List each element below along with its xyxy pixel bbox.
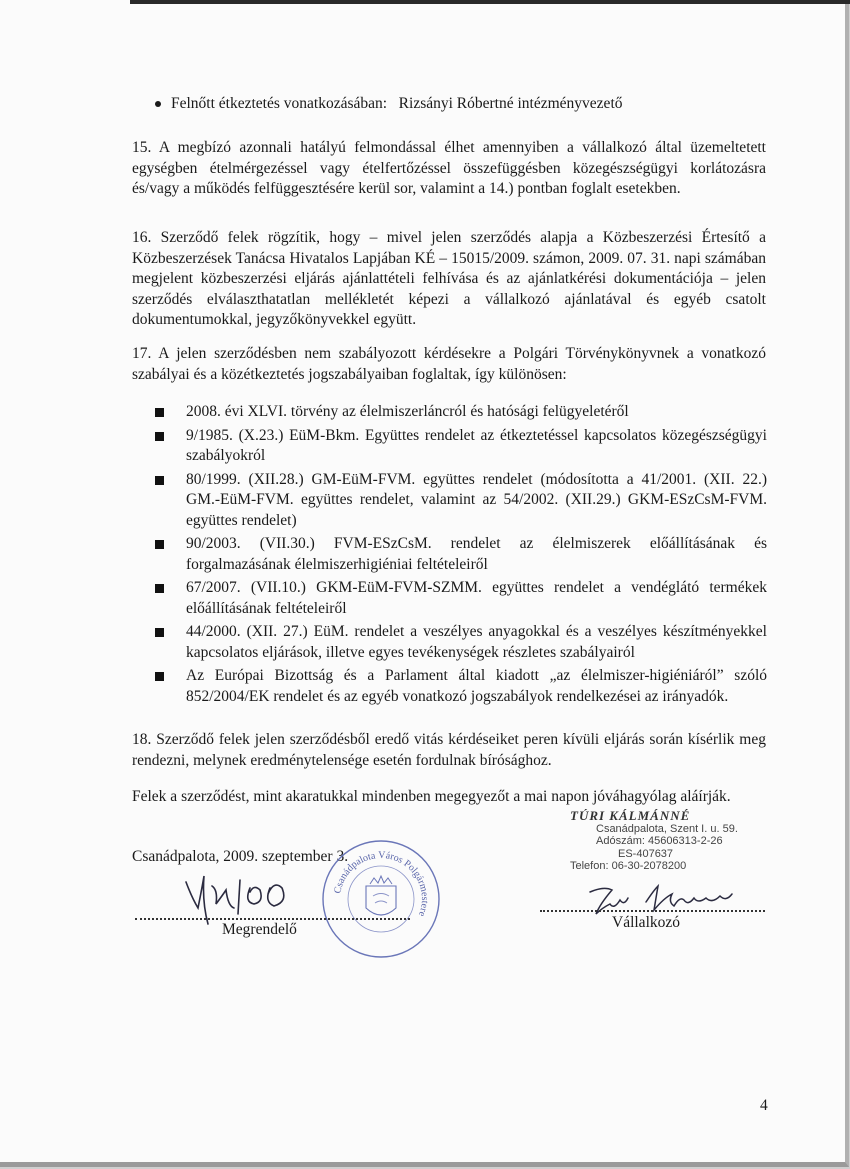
paragraph-15: 15. A megbízó azonnali hatályú felmondással élhet amennyiben a vállalkozó által üzemeltetett egységben ételmérgezéssel vagy ételfertőzéssel összefüggésben közegészségügyi korlátozásra és/vagy a működés felfüggesztésére kerül sor, valamint a 14.) pontban foglalt esetekben. bbox=[132, 139, 766, 197]
square-bullet-icon bbox=[155, 584, 164, 593]
paragraph-17: 17. A jelen szerződésben nem szabályozott kérdésekre a Polgári Törvénykönyvnek a vonatkozó szabályai és a közétkeztetés jogszabályaiban foglaltak, így különösen: bbox=[132, 345, 766, 383]
right-signer-label: Vállalkozó bbox=[612, 914, 681, 931]
list-item: 90/2003. (VII.30.) FVM-ESzCsM. rendelet az élelmiszerek előállításának és forgalmazásának élelmiszerhigiéniai feltételeiről bbox=[155, 534, 767, 575]
contact-bullet-text: Felnőtt étkeztetés vonatkozásában: Rizsányi Róbertné intézményvezető bbox=[171, 95, 623, 112]
place-date: Csanádpalota, 2009. szeptember 3. bbox=[132, 848, 349, 865]
square-bullet-icon bbox=[155, 408, 164, 417]
square-bullet-icon bbox=[155, 628, 164, 637]
scan-edge bbox=[130, 0, 850, 4]
municipal-seal bbox=[318, 836, 444, 962]
square-bullet-icon bbox=[155, 540, 164, 549]
left-signer-label: Megrendelő bbox=[222, 921, 297, 938]
seal-text: Csanádpalota Város Polgármestere bbox=[332, 849, 431, 918]
closing-statement: Felek a szerződést, mint akaratukkal mindenben megegyezőt a mai napon jóváhagyólag aláírják. bbox=[132, 788, 731, 805]
list-item: 2008. évi XLVI. törvény az élelmiszerláncról és hatósági felügyeletéről bbox=[155, 402, 767, 423]
bullet-icon bbox=[155, 101, 161, 107]
square-bullet-icon bbox=[155, 432, 164, 441]
list-item: 80/1999. (XII.28.) GM-EüM-FVM. együttes rendelet (módosította a 41/2001. (XII. 22.) GM.-EüM-FVM. együttes rendelet, valamint az 54/2002. (XII.29.) GKM-ESzCsM-FVM. együttes rendelet) bbox=[155, 470, 767, 532]
paragraph-16: 16. Szerződő felek rögzítik, hogy – mivel jelen szerződés alapja a Közbeszerzési Értesítő a Közbeszerzések Tanácsa Hivatalos Lapjában KÉ – 15015/2009. számon, 2009. 07. 31. napi számában megjelent közbeszerzési eljárás ajánlattételi felhívása és az ajánlatkérési dokumentációja – jelen szerződés elválaszthatatlan mellékletét képezi a vállalkozó ajánlatával és egyéb csatolt dokumentumokkal, jegyzőkönyvekkel együtt. bbox=[132, 229, 766, 328]
square-bullet-icon bbox=[155, 672, 164, 681]
company-stamp: TÚRI KÁLMÁNNÉ Csanádpalota, Szent I. u. 59. Adószám: 45606313-2-26 ES-407637 Telefon: 06-30-2078200 bbox=[570, 808, 738, 872]
list-item: 67/2007. (VII.10.) GKM-EüM-FVM-SZMM. együttes rendelet a vendéglátó termékek előállításának feltételeiről bbox=[155, 578, 767, 619]
signature-line-left bbox=[135, 918, 410, 920]
page-number: 4 bbox=[760, 1097, 768, 1114]
list-item: Az Európai Bizottság és a Parlament által kiadott „az élelmiszer-higiéniáról” szóló 852/2004/EK rendelet és az egyéb vonatkozó jogszabályok rendelkezései az irányadók. bbox=[155, 666, 767, 707]
square-bullet-icon bbox=[155, 476, 164, 485]
list-item: 9/1985. (X.23.) EüM-Bkm. Együttes rendelet az étkeztetéssel kapcsolatos közegészségügyi szabályokról bbox=[155, 426, 767, 467]
list-item: 44/2000. (XII. 27.) EüM. rendelet a veszélyes anyagokkal és a veszélyes készítményekkel kapcsolatos eljárások, illetve egyes tevékenységek részletes szabályairól bbox=[155, 622, 767, 663]
signature-line-right bbox=[540, 910, 765, 912]
paragraph-18: 18. Szerződő felek jelen szerződésből eredő vitás kérdéseiket peren kívüli eljárás során kísérlik meg rendezni, melynek eredménytelensége esetén fordulnak bírósághoz. bbox=[132, 731, 766, 769]
contact-bullet bbox=[155, 95, 623, 113]
laws-list bbox=[155, 402, 767, 710]
